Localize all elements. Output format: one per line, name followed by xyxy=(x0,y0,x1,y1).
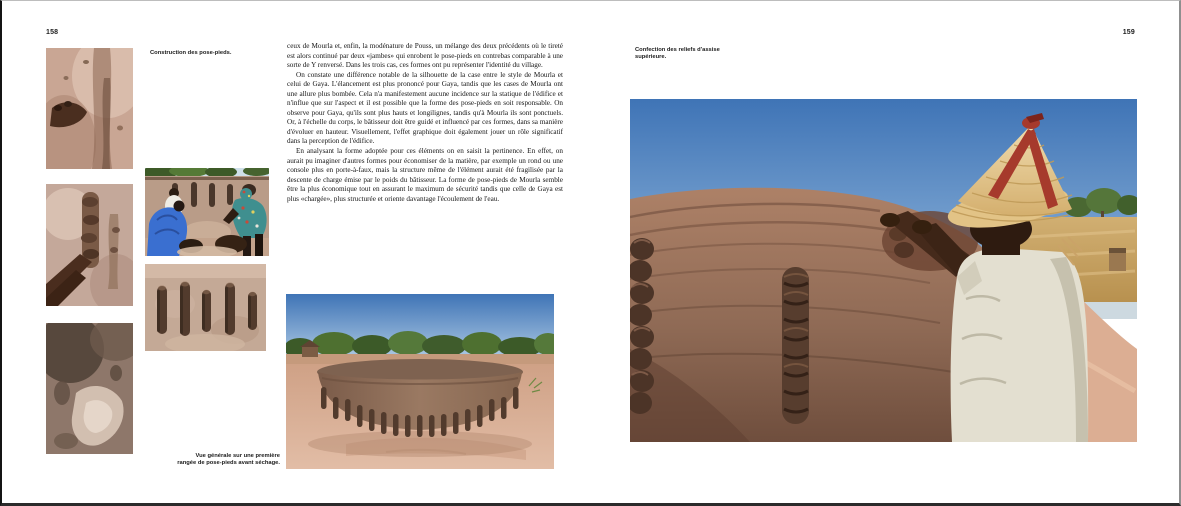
caption-construction-pose-pieds: Construction des pose-pieds. xyxy=(150,50,232,56)
page-number-right: 159 xyxy=(1122,29,1135,36)
caption-line: supérieure. xyxy=(635,54,667,61)
photo-builders-at-wall xyxy=(145,168,269,256)
photo-illustration xyxy=(286,294,554,469)
photo-builder-conical-hat xyxy=(630,99,1137,442)
body-paragraph-3: En analysant la forme adoptée pour ces éléments on en saisit la pertinence. En effet, on aurait pu imaginer d'autres formes pour économiser de la matière, par exemple un rond ou une console plus en porte-à-faux, mais la structure même de l'élément aurait été fragilisée par la descente de charge émise par le poids du bâtisseur. La forme de pose-pieds de Mourla semble être la plus économique tout en assurant le maximum de sécurité tandis que celle de Gaya est plus «chargée», plus structurée et oriente davantage l'écoulement de l'eau. xyxy=(287,147,563,203)
body-text-column xyxy=(287,42,563,204)
photo-illustration xyxy=(145,264,266,351)
photo-illustration xyxy=(630,99,1137,442)
photo-illustration xyxy=(46,323,133,454)
caption-line: rangée de pose-pieds avant séchage. xyxy=(177,460,280,467)
photo-mud-hand-detail-1 xyxy=(46,48,133,169)
page-number-left: 158 xyxy=(46,29,59,36)
body-paragraph-2: On constate une différence notable de la silhouette de la case entre le style de Mourla et celui de Gaya. L'élancement est plus prononcé pour Gaya, tandis que les cases de Mourla ont une allure plus bombée. Cela n'a manifestement aucune incidence sur la statique de l'édifice et n'influe que sur l'aspect et il est possible que la forme des pose-pieds en soit responsable. On observe pour Gaya, qu'ils sont plus hauts et longilignes, tandis qu'à Mourla ils sont ponctuels. Or, à l'échelle du corps, le bâtisseur doit être guidé et influencé par ces formes, dans sa manière d'évoluer en hauteur. Visuellement, l'effet graphique doit également jouer un rôle significatif dans la perception de l'édifice. xyxy=(287,70,563,146)
photo-illustration xyxy=(145,168,269,256)
photo-mud-texture xyxy=(46,323,133,454)
body-paragraph-1: ceux de Mourla et, enfin, la modénature de Pouss, un mélange des deux précédents où le tireté est alors continué par deux «jambes» qui enrobent le pose-pieds en contrebas comparable à une sorte de Y renversé. Dans les trois cas, ces formes ont pu représenter l'identité du village. xyxy=(287,42,563,70)
caption-confection-reliefs xyxy=(635,47,765,62)
caption-line: Vue générale sur une première xyxy=(195,453,280,459)
caption-vue-generale xyxy=(120,453,280,468)
photo-pose-pieds-row xyxy=(145,264,266,351)
photo-mud-hand-detail-2 xyxy=(46,184,133,306)
photo-illustration xyxy=(46,48,133,169)
photo-illustration xyxy=(46,184,133,306)
photo-circular-first-course xyxy=(286,294,554,469)
caption-line: Confection des reliefs d'assise xyxy=(635,47,720,53)
